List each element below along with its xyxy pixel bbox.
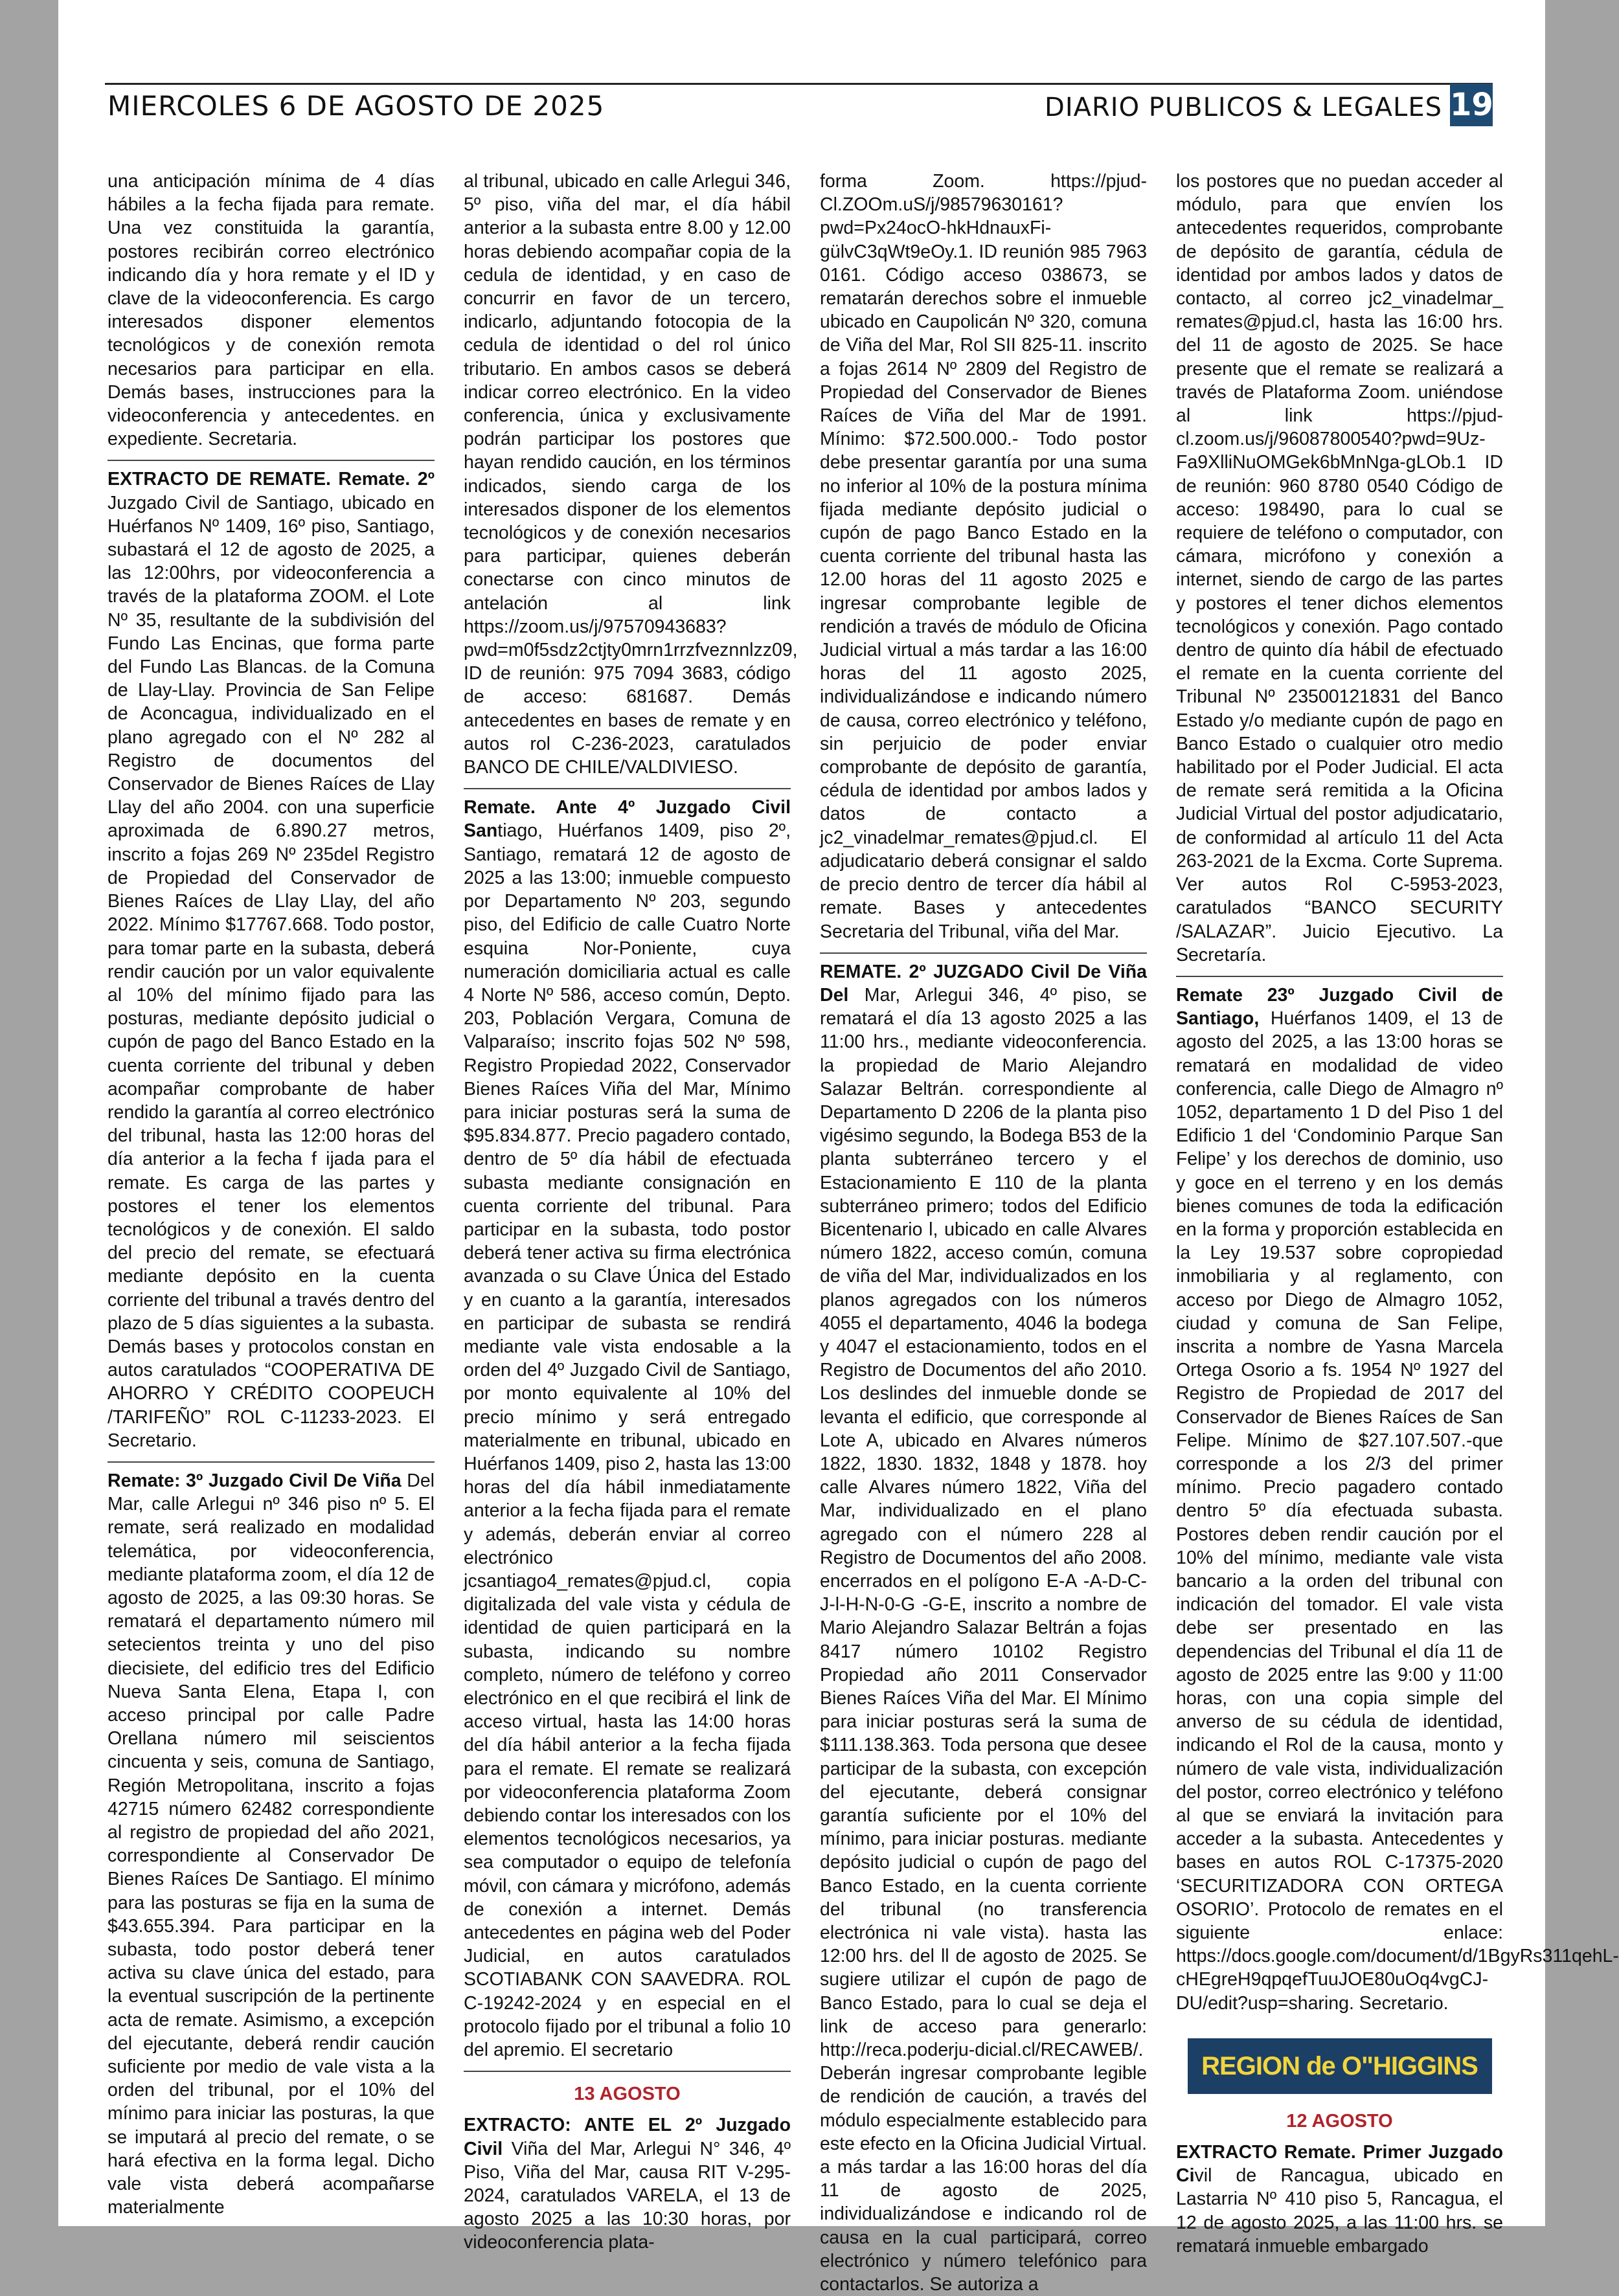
notice-heading: Remate. Ante 4º Juzgado Civil San: [464, 797, 791, 842]
notice-body: Mar, Arlegui 346, 4º piso, se rematará el día 13 agosto 2025 a las 11:00 hrs., mediante videoconferencia. la propiedad de Mario Alejandro Salazar Beltrán. correspondiente al Departamento D 2206 de la planta piso vigésimo segundo, la Bodega B53 de la planta subterráneo tercero y el Estacionamiento E 110 de la planta subterráneo primero; todos del Edificio Bicentenario l, ubicado en calle Alvares número 1822, acceso común, comuna de viña del Mar, individualizados en los planos agregados con los números 4055 el departamento, 4046 la bodega y 4047 el estacionamiento, todos en el Registro de Documentos del año 2010. Los deslindes del inmueble donde se levanta el edificio, que corresponde al Lote A, ubicado en Alvares números 1822, 1830. 1832, 1848 y 1878. hoy calle Alvares número 1822, Viña del Mar, individualizado en el plano agregado con el número 228 al Registro de Documentos del año 2008. encerrados en el polígono E-A -A-D-C-J-l-H-N-0-G -G-E, inscrito a nombre de Mario Alejandro Salazar Beltrán a fojas 8417 número 10102 Registro Propiedad año 2011 Conservador Bienes Raíces Viña del Mar. El Mínimo para iniciar posturas será la suma de $111.138.363. Toda persona que desee participar de la subasta, con excepción del ejecutante, deberá consignar garantía suficiente por el 10% del mínimo, para iniciar posturas. mediante depósito judicial o cupón de pago del Banco Estado, en la cuenta corriente del tribunal (no transferencia electrónica ni vale vista). hasta las 12:00 hrs. del ll de agosto de 2025. Se sugiere utilizar el cupón de pago de Banco Estado, para lo cual se deja el link de acceso para generarlo: http://reca.poderju-dicial.cl/RECAWEB/. Deberán ingresar comprobante legible de rendición de caución, a través del módulo especialmente establecido para este efecto en la Oficina Judicial Virtual. a más tardar a las 16:00 horas del día 11 de agosto de 2025, individualizándose e indicando rol de causa en la cual participará, correo electrónico y número telefónico para contactarlos. Se autoriza a: [820, 984, 1147, 2295]
region-banner: REGION de O"HIGGINS: [1188, 2038, 1492, 2094]
publication-name: DIARIO PUBLICOS & LEGALES: [1045, 93, 1442, 122]
notice-body: Del Mar, calle Arlegui nº 346 piso nº 5. El remate, será realizado en modalidad telemática, por videoconferencia, mediante plataforma zoom, el día 12 de agosto de 2025, a las 09:30 horas. Se rematará el departamento número mil setecientos treinta y uno del piso diecisiete, del edificio tres del Edificio Nueva Santa Elena, Etapa I, con acceso principal por calle Padre Orellana número mil seiscientos cincuenta y seis, comuna de Santiago, Región Metropolitana, inscrito a fojas 42715 número 62482 correspondiente al registro de propiedad del año 2021, correspondiente al Conservador De Bienes Raíces De Santiago. El mínimo para las posturas se fija en la suma de $43.655.394. Para participar en la subasta, todo postor deberá tener activa su clave única del estado, para la eventual suscripción de la pertinente acta de remate. Asimismo, a excepción del ejecutante, deberá rendir caución suficiente por medio de vale vista a la orden del tribunal, por el 10% del mínimo para iniciar las posturas, la que se imputará al precio del remate, o se hará efectiva en la forma legal. Dicho vale vista deberá acompañarse materialmente: [108, 1470, 435, 2218]
column-3: [820, 170, 1147, 2295]
notice-continued: los postores que no puedan acceder al módulo, para que envíen los antecedentes requeridos, comprobante de depósito de garantía, cédula de identidad por ambos lados y datos de contacto, al correo jc2_vinadelmar_ remates@pjud.cl, hasta las 16:00 hrs. del 11 de agosto de 2025. Se hace presente que el remate se realizará a través de Plataforma Zoom. uniéndose al link https://pjud-cl.zoom.us/j/96087800540?pwd=9Uz-Fa9XlliNuOMGek6bMnNga-gLOb.1 ID de reunión: 960 8780 0540 Código de acceso: 198490, para lo cual se requiere de teléfono o computador, con cámara, micrófono y conexión a internet, siendo de cargo de las partes y postores el tener dichos elementos tecnológicos y conexión. Pago contado dentro de quinto día hábil de efectuado el remate en la cuenta corriente del Tribunal Nº 23500121831 del Banco Estado y/o mediante cupón de pago en Banco Estado o cualquier otro medio habilitado por el Poder Judicial. El acta de remate será remitida a la Oficina Judicial Virtual del postor adjudicatario, de conformidad al artículo 11 del Acta 263-2021 de la Excma. Corte Suprema. Ver autos Rol C-5953-2023, caratulados “BANCO SECURITY /SALAZAR”. Juicio Ejecutivo. La Secretaría.: [1176, 171, 1503, 965]
notice-divider: [464, 2071, 791, 2072]
column-1: [108, 170, 435, 2216]
column-2: [464, 170, 798, 2253]
notice-heading: Remate 23º Juzgado Civil de Santiago,: [1176, 984, 1503, 1030]
notice-body: Juzgado Civil de Santiago, ubicado en Huérfanos Nº 1409, 16º piso, Santiago, subastará el 12 de agosto de 2025, a las 12:00hrs, por videoconferencia a través de la plataforma ZOOM. el Lote Nº 35, resultante de la subdivisión del Fundo Las Encinas, que forma parte del Fundo Las Blancas. de la Comuna de Llay-Llay. Provincia de San Felipe de Aconcagua, individualizado en el plano agregado con el Nº 282 al Registro de documentos del Conservador de Bienes Raíces de Llay Llay del año 2004. con una superficie aproximada de 6.890.27 metros, inscrito a fojas 269 Nº 235del Registro de Propiedad del Conservador de Bienes Raíces de Llay Llay, del año 2022. Mínimo $17767.668. Todo postor, para tomar parte en la subasta, deberá rendir caución por un valor equivalente al 10% del mínimo fijado para las posturas, mediante depósito judicial o cupón de pago del Banco Estado en la cuenta corriente del tribunal y deben acompañar comprobante de haber rendido la garantía al correo electrónico del tribunal, hasta las 12:00 horas del día anterior a la fecha f ijada para el remate. Es carga de las partes y postores el tener los elementos tecnológicos y de conexión. El saldo del precio del remate, se efectuará mediante depósito en la cuenta corriente del tribunal a través dentro del plazo de 5 días siguientes a la subasta. Demás bases y protocolos constan en autos caratulados “COOPERATIVA DE AHORRO Y CRÉDITO COOPEUCH /TARIFEÑO” ROL C-11233-2023. El Secretario.: [108, 492, 435, 1451]
date-heading: 13 AGOSTO: [574, 2084, 681, 2105]
column-4: [1176, 170, 1619, 2257]
notice-remate-2-juzgado-vina: [820, 960, 1147, 2296]
notice-divider: [820, 952, 1147, 954]
notice-divider: [108, 460, 435, 461]
notice-remate-4-juzgado-santiago: [464, 796, 791, 2062]
page-number-badge: 19: [1450, 84, 1493, 126]
notice-extracto-2-juzgado-vina: [464, 2113, 791, 2254]
notice-body: vil de Rancagua, ubicado en Lastarria Nº 410 piso 5, Rancagua, el 12 de agosto 2025, a las 11:00 hrs. se rematará inmueble embargado: [1176, 2165, 1503, 2257]
notice-extracto-primer-juzgado-rancagua: [1176, 2141, 1503, 2258]
notice-divider: [108, 1461, 435, 1463]
notice-continued: al tribunal, ubicado en calle Arlegui 346, 5º piso, viña del mar, el día hábil anterior a la subasta entre 8.00 y 12.00 horas debiendo acompañar copia de la cedula de identidad, y en caso de concurrir en favor de un tercero, indicarlo, adjuntando fotocopia de la cedula de identidad o del rol único tributario. En ambos casos se deberá indicar correo electrónico. En la video conferencia, única y exclusivamente podrán participar los postores que hayan rendido caución, en los términos indicados, siendo carga de los interesados disponer de los elementos tecnológicos y de conexión necesarios para participar, quienes deberán conectarse con cinco minutos de antelación al link https://zoom.us/j/97570943683?pwd=m0f5sdz2ctjty0mrn1rrzfveznnlzz09, ID de reunión: 975 7094 3683, código de acceso: 681687. Demás antecedentes en bases de remate y en autos rol C-236-2023, caratulados BANCO DE CHILE/VALDIVIESO.: [464, 171, 798, 778]
notice-heading: EXTRACTO DE REMATE. Remate. 2º: [108, 469, 435, 490]
issue-date: MIERCOLES 6 DE AGOSTO DE 2025: [108, 90, 605, 122]
notice-heading: EXTRACTO: ANTE EL 2º Juzgado Civil: [464, 2115, 791, 2159]
page-header: [105, 83, 1493, 129]
notice-continued: forma Zoom. https://pjud-Cl.ZOOm.uS/j/98579630161?pwd=Px24ocO-hkHdnauxFi-gülvC3qWt9eOy.1. ID reunión 985 7963 0161. Código acceso 038673, se rematarán derechos sobre el inmueble ubicado en Caupolicán Nº 320, comuna de Viña del Mar, Rol SII 825-11. inscrito a fojas 2614 Nº 2809 del Registro de Propiedad del Conservador de Bienes Raíces de Viña del Mar de 1991. Mínimo: $72.500.000.- Todo postor debe presentar garantía por una suma no inferior al 10% de la postura mínima fijada mediante depósito judicial o cupón de pago Banco Estado en la cuenta corriente del tribunal hasta las 12.00 horas del 11 agosto 2025 e ingresar comprobante legible de rendición a través de módulo de Oficina Judicial virtual a más tardar a las 16:00 horas del 11 agosto 2025, individualizándose e indicando número de causa, correo electrónico y teléfono, sin perjuicio de poder enviar comprobante de depósito de garantía, cédula de identidad por ambos lados y datos de contacto a jc2_vinadelmar_remates@pjud.cl. El adjudicatario deberá consignar el saldo de precio dentro de tercer día hábil al remate. Bases y antecedentes Secretaria del Tribunal, viña del Mar.: [820, 171, 1147, 942]
notice-heading: REMATE. 2º JUZGADO Civil De Viña Del: [820, 961, 1147, 1006]
notice-heading: EXTRACTO Remate. Primer Juzgado Ci: [1176, 2142, 1503, 2187]
notice-heading: Remate: 3º Juzgado Civil De Viña: [108, 1470, 402, 1491]
notice-divider: [1176, 976, 1503, 977]
notice-continued: una anticipación mínima de 4 días hábiles a la fecha fijada para remate. Una vez constituida la garantía, postores recibirán correo electrónico indicando día y hora remate y el ID y clave de la videoconferencia. Es cargo interesados disponer elementos tecnológicos y de conexión remota necesarios para participar en ella. Demás bases, instrucciones para la videoconferencia y antecedentes. en expediente. Secretaria.: [108, 171, 435, 450]
notice-remate-3-juzgado-vina: [108, 1469, 435, 2220]
notice-remate-23-juzgado-santiago: [1176, 984, 1619, 2015]
notice-body: tiago, Huérfanos 1409, piso 2º, Santiago, rematará 12 de agosto de 2025 a las 13:00; inmueble compuesto por Departamento Nº 203, segundo piso, del Edificio de calle Cuatro Norte esquina Nor-Poniente, cuya numeración domiciliaria actual es calle 4 Norte Nº 586, acceso común, Depto. 203, Población Vergara, Comuna de Valparaíso; inscrito fojas 502 Nº 598, Registro Propiedad 2022, Conservador Bienes Raíces Viña del Mar, Mínimo para iniciar posturas será la suma de $95.834.877. Precio pagadero contado, dentro de 5º día hábil de efectuada subasta mediante consignación en cuenta corriente del tribunal. Para participar en la subasta, todo postor deberá tener activa su firma electrónica avanzada o su Clave Única del Estado y en cuanto a la garantía, interesados en participar de subasta se rendirá mediante vale vista endosable a la orden del 4º Juzgado Civil de Santiago, por monto equivalente al 10% del precio mínimo y será entregado materialmente en tribunal, ubicado en Huérfanos 1409, piso 2, hasta las 13:00 horas del día hábil inmediatamente anterior a la fecha fijada para el remate y además, deberán enviar al correo electrónico jcsantiago4_remates@pjud.cl, copia digitalizada del vale vista y cédula de identidad de quien participará en la subasta, indicando su nombre completo, número de teléfono y correo electrónico en el que recibirá el link de acceso virtual, hasta las 14:00 horas del día hábil anterior a la fecha fijada para el remate. El remate se realizará por videoconferencia plataforma Zoom debiendo contar los interesados con los elementos tecnológicos necesarios, ya sea computador o equipo de telefonía móvil, con cámara y micrófono, además de conexión a internet. Demás antecedentes en página web del Poder Judicial, en autos caratulados SCOTIABANK CON SAAVEDRA. ROL C-19242-2024 y en especial en el protocolo fijado por el tribunal a folio 10 del apremio. El secretario: [464, 820, 791, 2061]
notice-body: Viña del Mar, Arlegui N° 346, 4º Piso, Viña del Mar, causa RIT V-295-2024, caratulados VARELA, el 13 de agosto 2025 a las 10:30 horas, por videoconferencia plata-: [464, 2138, 791, 2253]
newspaper-page: [58, 0, 1619, 2295]
notice-body: Huérfanos 1409, el 13 de agosto del 2025, a las 13:00 horas se rematará en modalidad de video conferencia, calle Diego de Almagro nº 1052, departamento 1 D del Piso 1 del Edificio 1 del ‘Condominio Parque San Felipe’ y los derechos de dominio, uso y goce en el terreno y en los demás bienes comunes de toda la edificación en la forma y proporción establecida en la Ley 19.537 sobre copropiedad inmobiliaria y al reglamento, con acceso por Diego de Almagro 1052, ciudad y comuna de San Felipe, inscrita a nombre de Yasna Marcela Ortega Osorio a fs. 1954 Nº 1927 del Registro de Propiedad de 2017 del Conservador de Bienes Raíces de San Felipe. Mínimo de $27.107.507.-que corresponde a los 2/3 del primer mínimo. Precio pagadero contado dentro 5º día efectuada subasta. Postores deben rendir caución por el 10% del mínimo, mediante vale vista bancario a la orden del tribunal con indicación del tomador. El vale vista debe ser presentado en las dependencias del Tribunal el día 11 de agosto de 2025 entre las 9:00 y 11:00 horas, con una copia simple del anverso de su cédula de identidad, indicando el Rol de la causa, monto y número de vale vista, individualización del postor, correo electrónico y teléfono al que se enviará la invitación para acceder a la subasta. Antecedentes y bases en autos ROL C-17375-2020 ‘SECURITIZADORA CON ORTEGA OSORIO’. Protocolo de remates en el siguiente enlace: https://docs.google.com/document/d/1BgyRs311qehL-cHEgreH9qpqefTuuJOE80uOq4vgCJ-DU/edit?usp=sharing. Secretario.: [1176, 1008, 1619, 2014]
date-heading: 12 AGOSTO: [1286, 2110, 1393, 2132]
notice-remate-2-juzgado-santiago: [108, 467, 435, 1452]
notice-divider: [464, 788, 791, 789]
